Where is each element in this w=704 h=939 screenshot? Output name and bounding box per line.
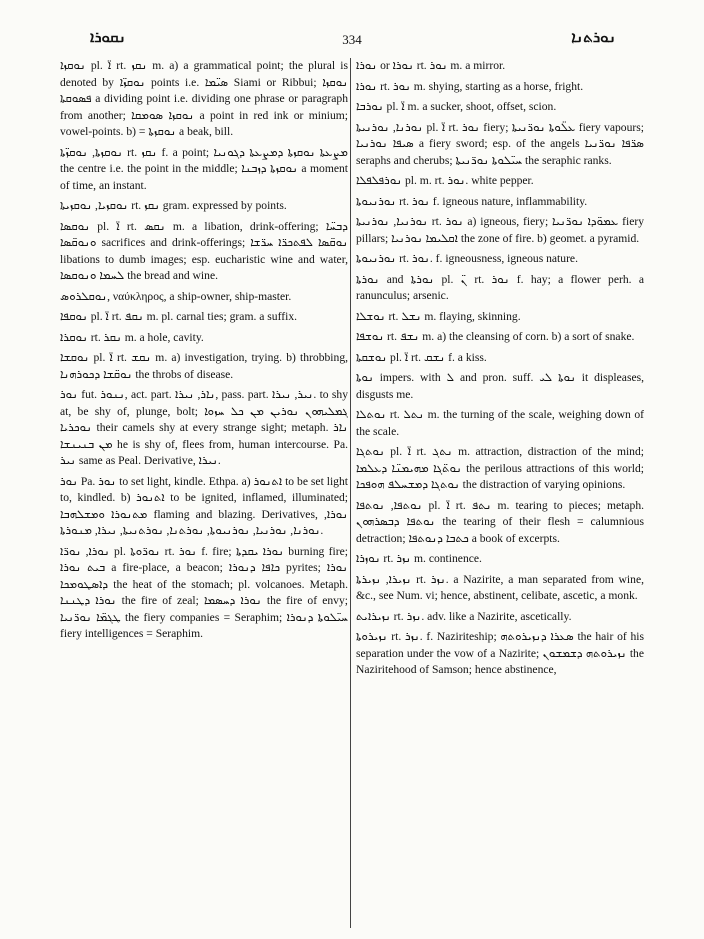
entry-right-15: ܢܘܬܦܐ, ܢܘܬܦܐ pl. ܐ̈ rt. ܢܬܦ m. tearing to pieces; metaph. ܢܘܬܦܐ ܕܒܣܪܗܘܢ the tearing of their flesh = calumnious detraction; ܟܬܒܐ ܕܢܘܬܦܐ a book of excerpts. bbox=[356, 498, 644, 545]
entry-right-1: ܢܘܪܐ rt. ܢܘܪ m. shying, starting as a horse, fright. bbox=[356, 79, 584, 93]
entry-right-11: ܢܘܫܩܬܐ pl. ܐ̈ rt. ܢܫܩ f. a kiss. bbox=[356, 350, 487, 364]
entry-left-3: ܢܘܩܣܐ pl. ܐ̈ rt. ܢܩܣ m. a libation, drink-offering; ܕܒܚ̈ܐ ܘܢܘܩ̈ܣܐ sacrifices and drink-offerings; ܢܘܩ̈ܣܐ ܠܦܬܟܪ̈ܐ ܚܪ̈ܫܐ libations to dumb images; esp. eucharistic wine and water, ܠܚܡܐ ܘܢܘܩܣܐ the bread and wine. bbox=[60, 219, 348, 282]
entry-left-5: ܢܘܩܦܐ pl. ܐ̈ rt. ܢܩܦ m. pl. carnal ties; gram. a suffix. bbox=[60, 310, 298, 323]
entry-right-9: ܢܘܫܠܐ rt. ܢܫܠ m. flaying, skinning. bbox=[356, 309, 521, 323]
entry-right-18: ܢܙܝܪܐܝܬ rt. ܢܙܪ. adv. like a Nazirite, ascetically. bbox=[356, 609, 572, 623]
entry-left-9: ܢܘܪ Pa. ܢܘܪ to set light, kindle. Ethpa. a) ܐܬܢܘܪ to be set light to, kindled. b) ܐܬܢܘܪ to be ignited, inflamed, illuminated; ܡܬܢܘܪܐ ܘܡܫܠܗܒܐ flaming and blazing. Derivatives, ܢܘܪܐ, ܢܘܪܢܐ, ܢܘܪܢܝܐ, ܢܘܪܢܝܘܬܐ, ܢܘܪܬܢܐ, ܢܘܪܬܢܝܬܐ, ܢܝܪܐ, ܡܢܘܪܬܐ. bbox=[60, 474, 348, 537]
entry-right-3: ܢܘܪܢܐ, ܢܘܪܢܝܬܐ pl. ܐ̈ rt. ܢܘܪ fiery; ܥܠ̈ܘܬܐ ܢܘܪ̈ܢܝܬܐ fiery vapours; ܣܝܦܐ ܢܘܪܢܝܐ a fiery sword; esp. of the angels ܣܪ̈ܦܐ ܢܘܪ̈ܢܝܐ seraphs and cherubs; ܚܝ̈ܠܘܬܐ ܢܘܪ̈ܢܝܬܐ the seraphic ranks. bbox=[356, 120, 644, 167]
entry-right-12: ܢܘܬܐ impers. with ܠ and pron. suff. ܢܘܬܐ ܠܝ it displeases, disgusts me. bbox=[356, 371, 644, 401]
entry-right-17: ܢܙܝܪܐ, ܢܙܝܪܬܐ rt. ܢܙܪ. a Nazirite, a man separated from wine, &c., see Num. vi; hence, abstinent, celibate, ascetic, a monk. bbox=[356, 572, 644, 602]
column-divider bbox=[350, 58, 351, 928]
entry-left-8: ܢܘܪ fut. ܢܢܘܪ, act. part. ܢܐܪ, ܢܝܪܐ, pass. part. ܢܝܪ, ܢܝܪܐ. to shy at, be shy of, plunge, bolt; ܓܡܠܝܗܘܢ ܢܘܪܝܢ ܡܢ ܟܠ ܚܙܘܐ ܢܘܟܪܝܐ their camels shy at every strange sight; metaph. ܢܐܪ ܡܢ ܒܢܝܢܫܐ he is shy of, flees from, human intercourse. Pa. ܢܝܪ same as Peal. Derivative, ܢܝܪܐ. bbox=[60, 388, 348, 467]
entry-right-4: ܢܘܪܦܠܦܠܐ pl. m. rt. ܢܘܪ. white pepper. bbox=[356, 174, 534, 187]
entry-left-2: ܢܘܩܙܝܐ, ܢܘܩܙܝܬܐ rt. ܢܩܙ gram. expressed by points. bbox=[60, 199, 287, 212]
page-header bbox=[60, 28, 644, 54]
entry-right-0: ܢܘܪܐ or ܢܘܪܐ rt. ܢܘܪ m. a mirror. bbox=[356, 59, 506, 72]
entry-right-19: ܢܙܝܪܘܬܐ rt. ܢܙܪ. f. Naziriteship; ܣܥܪܐ ܕܢܙܝܪܘܬܗ the hair of his separation under the vow of a Nazirite; ܢܙܝܪܘܬܗ ܕܫܡܫܘܢ the Naziritehood of Samson; hence abstinence, bbox=[356, 630, 644, 676]
header-left-word: ܢܩܘܪܐ bbox=[90, 28, 126, 46]
entry-right-2: ܢܘܪܒܐ pl. ܐ̈ m. a sucker, shoot, offset, scion. bbox=[356, 100, 557, 113]
entry-left-1: ܢܘܩܙܬܐ, ܢܘܩܙ̈ܬܐ rt. ܢܩܙ f. a point; ܡܨܥܬܐ ܢܘܩܙܬܐ ܕܡܨܥܬܐ ܕܓܘܢܝܐ the centre i.e. the point in the middle; ܢܘܩܙܬܐ ܕܙܒܢܐ a moment of time, an instant. bbox=[60, 145, 348, 192]
entry-right-6: ܢܘܪܢܝܐ, ܢܘܪܢܝܬܐ rt. ܢܘܪ a) igneous, fiery; ܥܡܘ̈ܕܐ ܢܘܪ̈ܢܝܐ fiery pillars; ܐܩܠܝܡܐ ܢܘܪܢܝܐ the zone of fire. b) geomet. a pyramid. bbox=[356, 215, 644, 245]
entry-left-7: ܢܘܩܫܐ pl. ܐ̈ rt. ܢܩܫ m. a) investigation, trying. b) throbbing, ܢܘܩ̈ܫܐ ܕܟܘܪܗܢܐ the throbs of disease. bbox=[60, 351, 348, 381]
page-number: 334 bbox=[342, 32, 362, 47]
entry-right-8: ܢܘܪܬܐ and ܢܘܪܬܐ pl. ܢ̈ rt. ܢܘܪ f. hay; a flower perh. a ranunculus; arsenic. bbox=[356, 272, 644, 302]
entry-left-4: ܢܘܩܠܪܘܣ, ναύκληρος, a ship-owner, ship-master. bbox=[60, 289, 292, 303]
entry-left-10: ܢܘܪܐ, ܢܘܪ̈ܐ pl. ܢܘܪ̈ܘܬܐ rt. ܢܘܪ f. fire; ܢܘܪܐ ܝܩܕܬܐ burning fire; ܒܝܬ ܢܘܪܐ a fire-place, a beacon; ܟܐܦܐ ܕܢܘܪܐ pyrites; ܢܘܪܐ ܕܐܣܛܘܡܟܐ the heat of the stomach; pl. volcanoes. Metaph. ܢܘܪܐ ܕܛܢܢܐ the fire of zeal; ܢܘܪܐ ܕܚܣܡܐ the fire of envy; ܛܓܡ̈ܐ ܢܘܪ̈ܢܝܐ the fiery companies = Seraphim; ܚܝ̈ܠܘܬܐ ܕܢܘܪܐ fiery intelligences = Seraphim. bbox=[60, 544, 348, 640]
left-column bbox=[60, 58, 348, 928]
entry-right-7: ܢܘܪܢܝܘܬܐ rt. ܢܘܪ. f. igneousness, igneous nature. bbox=[356, 252, 578, 265]
entry-right-13: ܢܘܬܠܐ rt. ܢܬܠ m. the turning of the scale, weighing down of the scale. bbox=[356, 408, 644, 438]
entry-left-0: ܢܘܩܙܐ pl. ܐ̈ rt. ܢܩܙ m. a) a grammatical point; the plural is denoted by ܢܘܩܙ̈ܐ points i.e. ܣܝ̈ܡܐ Siami or Ribbui; ܢܘܩܙܐ ܦܣܘܩܬܐ a dividing point i.e. dividing one phrase or paragraph from another; ܢܘܩܙܐ ܣܘܡܩܐ a point in red ink or minium; vowel-points. b) = ܢܘܩܙܬܐ a beak, bill. bbox=[60, 59, 348, 138]
entry-right-10: ܢܘܫܦܐ rt. ܢܫܦ m. a) the cleansing of corn. b) a sort of snake. bbox=[356, 330, 635, 343]
entry-right-16: ܢܘܙܪܐ rt. ܢܙܪ m. continence. bbox=[356, 552, 482, 565]
header-right-word: ܢܘܪܬܢܐ bbox=[571, 28, 616, 46]
entry-left-6: ܢܘܩܪܐ rt. ܢܩܪ m. a hole, cavity. bbox=[60, 330, 204, 344]
entry-right-5: ܢܘܪܢܝܘܬܐ rt. ܢܘܪ f. igneous nature, inflammability. bbox=[356, 194, 588, 208]
right-column bbox=[356, 58, 644, 928]
entry-right-14: ܢܘܬܓܐ pl. ܐ̈ rt. ܢܬܓ m. attraction, distraction of the mind; ܢܘܬ̈ܓܐ ܡܗܝܡܢ̈ܐ ܕܥܠܡܐ the perilous attractions of this world; ܢܘܬܓܐ ܕܡܫܚܠܦ ܗܘܦܟܐ the distraction of varying opinions. bbox=[356, 445, 644, 491]
